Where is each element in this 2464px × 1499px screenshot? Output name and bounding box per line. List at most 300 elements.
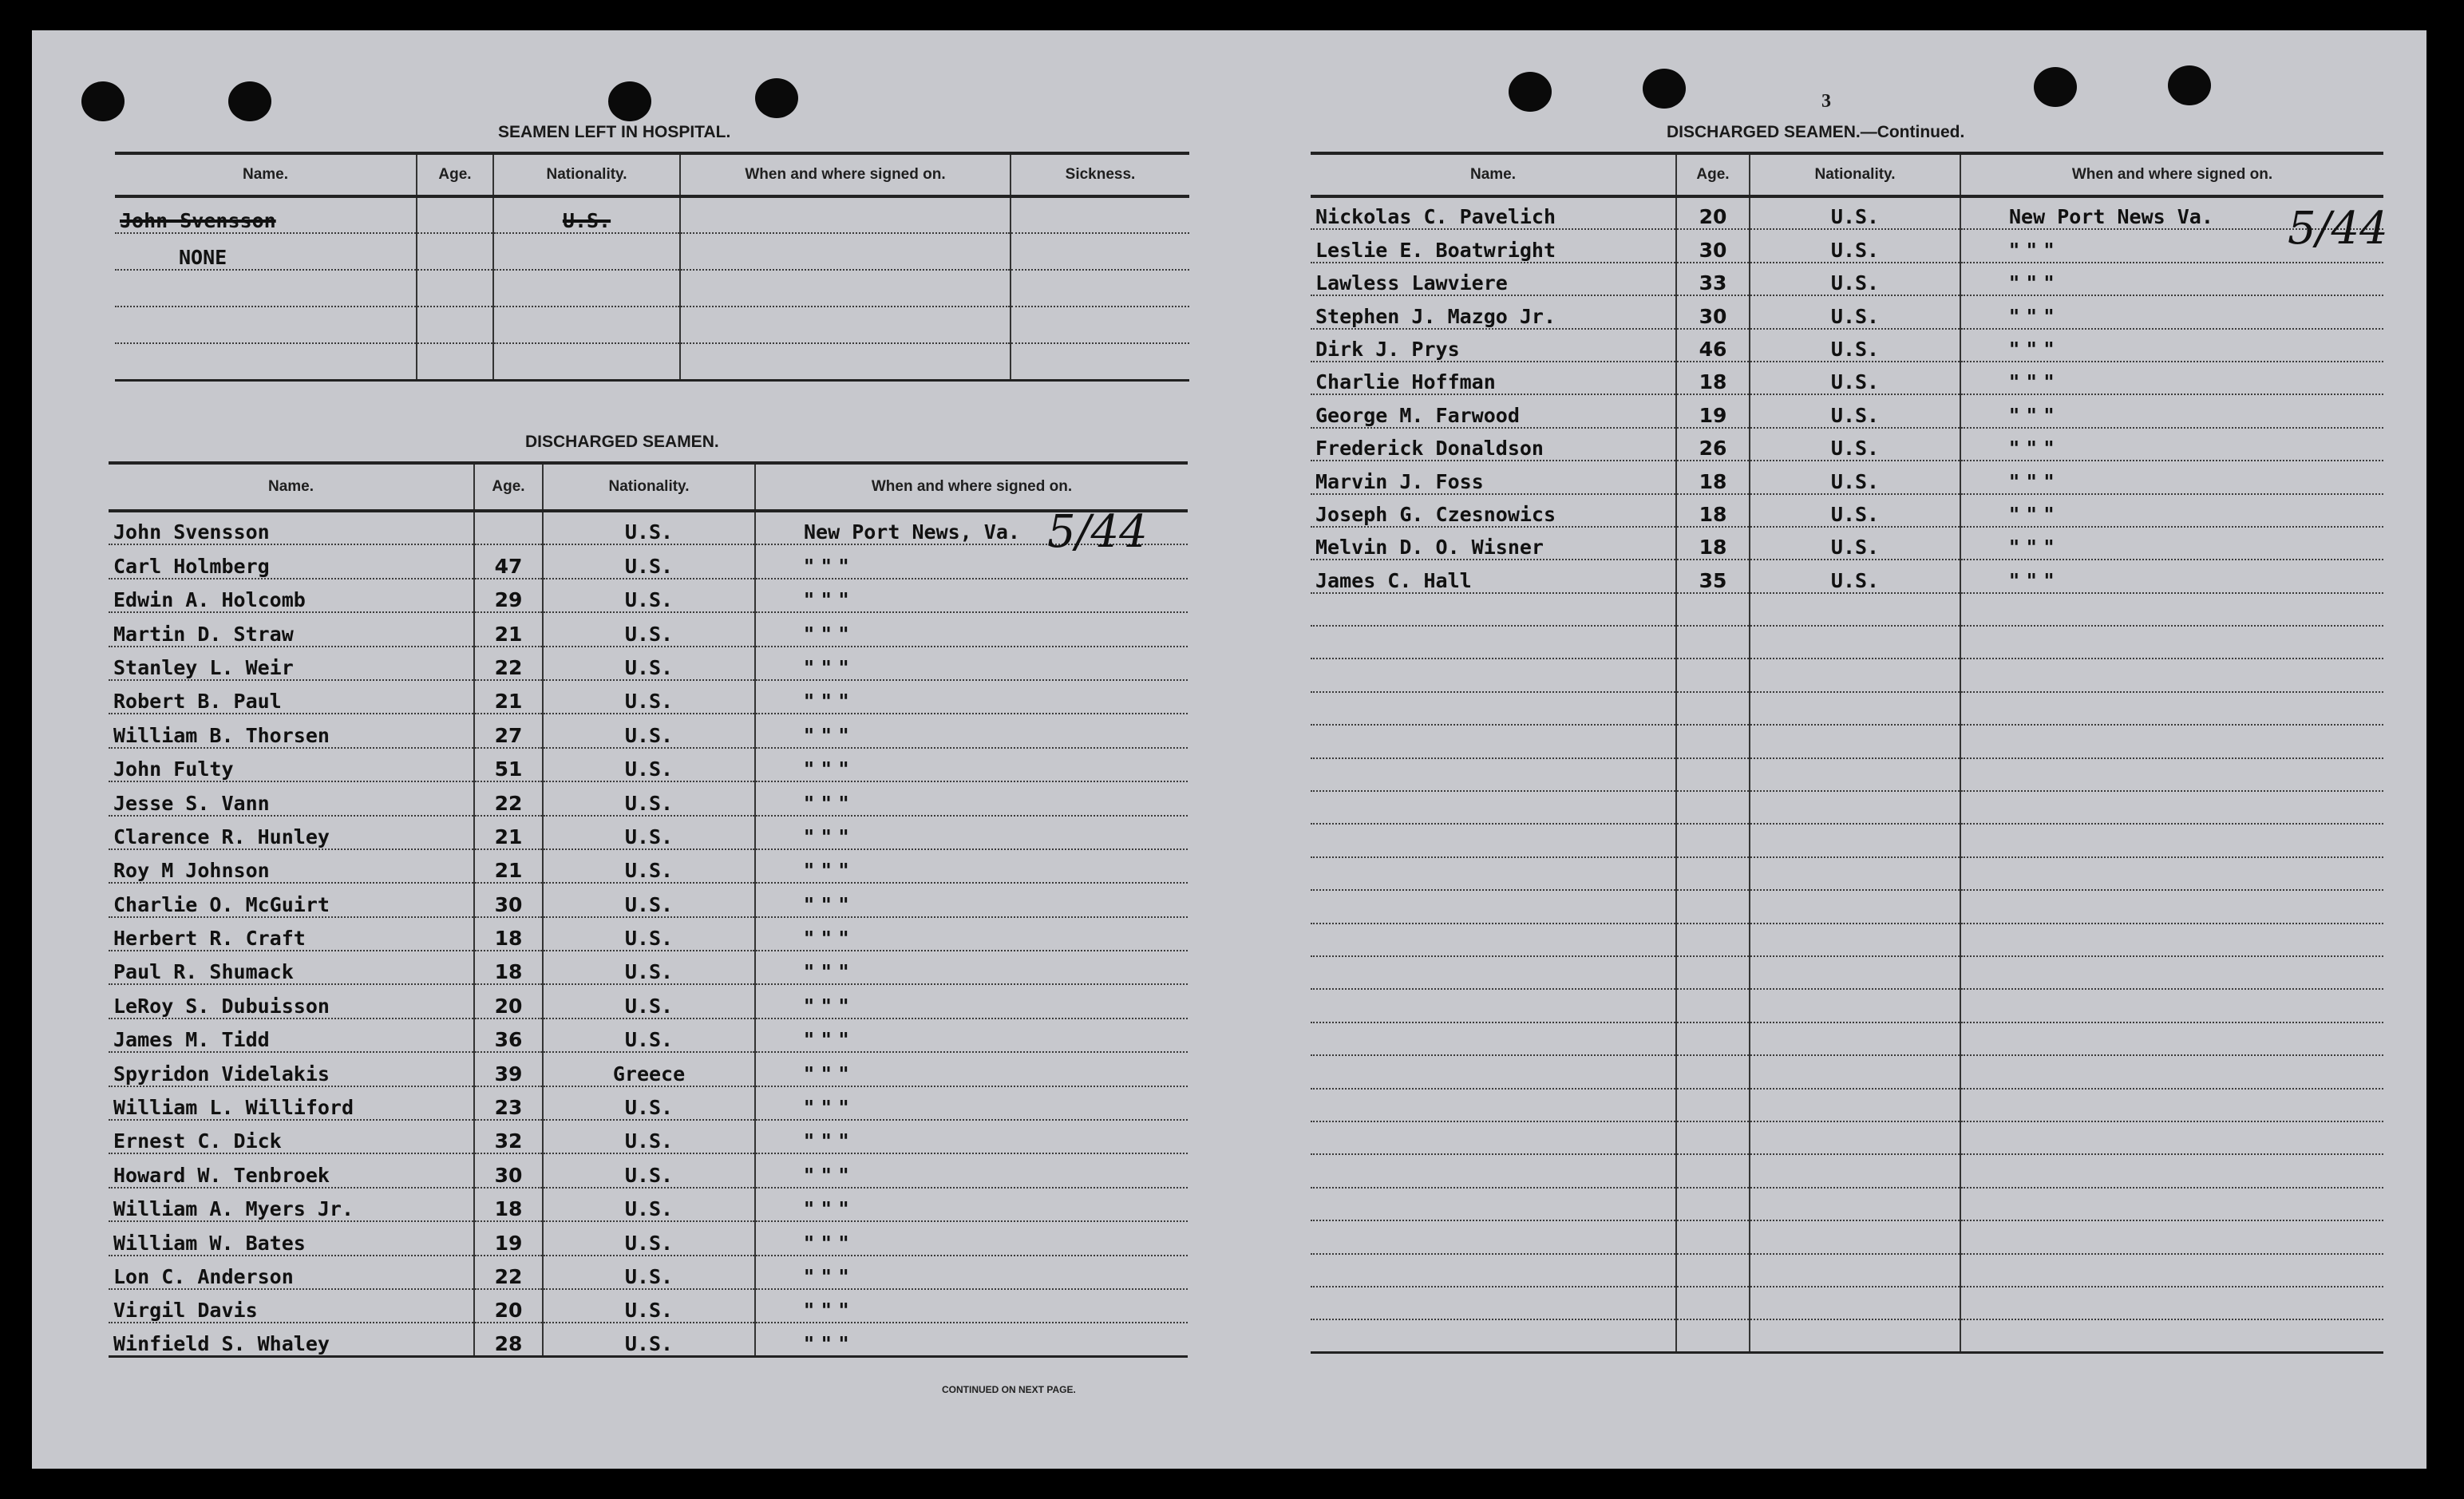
cell-age bbox=[1676, 1055, 1750, 1088]
cell-nat bbox=[1750, 1022, 1960, 1055]
cell-name: Charlie Hoffman bbox=[1311, 362, 1676, 394]
table-row bbox=[1311, 263, 2383, 295]
col-signed-on: When and where signed on. bbox=[680, 153, 1011, 196]
cell-age: 26 bbox=[1676, 428, 1750, 461]
table-row bbox=[1311, 924, 2383, 956]
cell-signed: " " " bbox=[755, 984, 1188, 1018]
punch-hole-icon bbox=[228, 81, 271, 121]
cell-nat: Greece bbox=[543, 1052, 755, 1086]
cell-signed bbox=[680, 196, 1011, 233]
cell-nat bbox=[1750, 924, 1960, 956]
handwritten-date: 5/44 bbox=[2288, 203, 2388, 255]
cell-nat: U.S. bbox=[543, 1188, 755, 1221]
cell-age bbox=[1676, 1319, 1750, 1352]
cell-signed: " " " bbox=[755, 714, 1188, 747]
cell-age: 29 bbox=[474, 579, 543, 612]
cell-signed bbox=[1960, 593, 2383, 626]
cell-age bbox=[1676, 593, 1750, 626]
cell-name: Leslie E. Boatwright bbox=[1311, 229, 1676, 262]
cell-name: Marvin J. Foss bbox=[1311, 461, 1676, 493]
table-row bbox=[109, 748, 1188, 781]
cell-signed: " " " bbox=[1960, 394, 2383, 427]
cell-age: 30 bbox=[474, 1153, 543, 1187]
cell-signed bbox=[680, 233, 1011, 270]
cell-nat: U.S. bbox=[543, 748, 755, 781]
cell-name: John Fulty bbox=[109, 748, 474, 781]
cell-age: 22 bbox=[474, 647, 543, 680]
hospital-heading: SEAMEN LEFT IN HOSPITAL. bbox=[498, 123, 731, 141]
cell-name bbox=[1311, 791, 1676, 824]
cell-nat bbox=[1750, 659, 1960, 691]
cell-age bbox=[417, 196, 493, 233]
cell-signed: New Port News, Va. bbox=[755, 511, 1188, 544]
table-row bbox=[1311, 956, 2383, 989]
cell-signed bbox=[1960, 857, 2383, 890]
discharged-heading: DISCHARGED SEAMEN. bbox=[525, 433, 719, 451]
cell-name: Frederick Donaldson bbox=[1311, 428, 1676, 461]
cell-age bbox=[417, 233, 493, 270]
col-name: Name. bbox=[115, 153, 417, 196]
cell-nat bbox=[1750, 725, 1960, 757]
cell-signed bbox=[1960, 1319, 2383, 1352]
cell-signed bbox=[680, 343, 1011, 380]
cell-nat bbox=[1750, 857, 1960, 890]
cell-nat bbox=[1750, 1287, 1960, 1319]
cell-age: 47 bbox=[474, 544, 543, 578]
table-row bbox=[1311, 758, 2383, 791]
table-row bbox=[1311, 1121, 2383, 1154]
punch-hole-icon bbox=[1643, 69, 1686, 109]
cell-name: Paul R. Shumack bbox=[109, 951, 474, 984]
cell-age: 20 bbox=[474, 1289, 543, 1323]
punch-hole-icon bbox=[755, 78, 798, 118]
cell-signed bbox=[1960, 1154, 2383, 1187]
table-row bbox=[1311, 461, 2383, 493]
cell-signed bbox=[1960, 1188, 2383, 1220]
cell-name: Jesse S. Vann bbox=[109, 781, 474, 815]
continued-heading: DISCHARGED SEAMEN.—Continued. bbox=[1667, 123, 1965, 141]
cell-name bbox=[1311, 1055, 1676, 1088]
cell-signed: " " " bbox=[755, 883, 1188, 916]
cell-sickness bbox=[1011, 233, 1189, 270]
cell-age: 18 bbox=[1676, 494, 1750, 527]
cell-signed bbox=[1960, 1287, 2383, 1319]
cell-nat bbox=[493, 233, 680, 270]
table-row bbox=[109, 1289, 1188, 1323]
cell-nat: U.S. bbox=[543, 917, 755, 951]
cell-age bbox=[1676, 659, 1750, 691]
table-row bbox=[115, 270, 1189, 307]
cell-age: 20 bbox=[474, 984, 543, 1018]
cell-age bbox=[1676, 1022, 1750, 1055]
cell-signed bbox=[1960, 659, 2383, 691]
cell-signed: " " " bbox=[755, 816, 1188, 849]
punch-hole-icon bbox=[608, 81, 651, 121]
cell-name: Joseph G. Czesnowics bbox=[1311, 494, 1676, 527]
cell-age bbox=[1676, 1287, 1750, 1319]
cell-name: Lawless Lawviere bbox=[1311, 263, 1676, 295]
cell-nat: U.S. bbox=[1750, 461, 1960, 493]
cell-age: 35 bbox=[1676, 560, 1750, 592]
cell-name bbox=[1311, 1287, 1676, 1319]
cell-signed bbox=[1960, 758, 2383, 791]
cell-signed: " " " bbox=[755, 1256, 1188, 1289]
table-row bbox=[1311, 394, 2383, 427]
cell-signed: " " " bbox=[755, 1018, 1188, 1052]
cell-age: 28 bbox=[474, 1323, 543, 1356]
cell-signed: " " " bbox=[1960, 295, 2383, 328]
cell-name bbox=[1311, 1188, 1676, 1220]
cell-age bbox=[1676, 989, 1750, 1022]
cell-age: 18 bbox=[1676, 461, 1750, 493]
cell-age: 19 bbox=[474, 1221, 543, 1255]
table-row bbox=[1311, 1055, 2383, 1088]
cell-signed: " " " bbox=[755, 1323, 1188, 1356]
table-row bbox=[109, 1153, 1188, 1187]
cell-signed: " " " bbox=[755, 1052, 1188, 1086]
cell-age bbox=[1676, 692, 1750, 725]
col-age: Age. bbox=[417, 153, 493, 196]
cell-signed: " " " bbox=[755, 1086, 1188, 1120]
col-sickness: Sickness. bbox=[1011, 153, 1189, 196]
cell-nat bbox=[1750, 1055, 1960, 1088]
cell-signed bbox=[680, 270, 1011, 307]
cell-nat: U.S. bbox=[1750, 196, 1960, 229]
cell-name bbox=[1311, 857, 1676, 890]
cell-nat bbox=[1750, 890, 1960, 923]
table-row bbox=[109, 1086, 1188, 1120]
table-row bbox=[1311, 626, 2383, 659]
cell-nat bbox=[1750, 1254, 1960, 1287]
cell-nat: U.S. bbox=[1750, 229, 1960, 262]
table-row bbox=[1311, 1022, 2383, 1055]
cell-age: 21 bbox=[474, 612, 543, 646]
punch-hole-icon bbox=[2034, 67, 2077, 107]
cell-age: 21 bbox=[474, 816, 543, 849]
cell-age: 20 bbox=[1676, 196, 1750, 229]
cell-name: Stanley L. Weir bbox=[109, 647, 474, 680]
cell-name: Carl Holmberg bbox=[109, 544, 474, 578]
cell-name: Dirk J. Prys bbox=[1311, 329, 1676, 362]
cell-nat: U.S. bbox=[543, 951, 755, 984]
cell-signed bbox=[1960, 1055, 2383, 1088]
cell-signed: " " " bbox=[755, 1188, 1188, 1221]
table-row bbox=[1311, 725, 2383, 757]
cell-age bbox=[1676, 725, 1750, 757]
cell-nat bbox=[493, 270, 680, 307]
table-row bbox=[1311, 989, 2383, 1022]
cell-signed: " " " bbox=[1960, 329, 2383, 362]
table-row bbox=[109, 1052, 1188, 1086]
cell-signed bbox=[1960, 956, 2383, 989]
cell-signed bbox=[1960, 1220, 2383, 1253]
cell-nat: U.S. bbox=[543, 984, 755, 1018]
cell-nat: U.S. bbox=[543, 1086, 755, 1120]
cell-nat: U.S. bbox=[1750, 527, 1960, 560]
cell-age: 27 bbox=[474, 714, 543, 747]
table-row bbox=[1311, 791, 2383, 824]
cell-name bbox=[1311, 725, 1676, 757]
table-row bbox=[109, 1120, 1188, 1153]
cell-age bbox=[1676, 1121, 1750, 1154]
cell-nat: U.S. bbox=[543, 1018, 755, 1052]
cell-name: Edwin A. Holcomb bbox=[109, 579, 474, 612]
cell-age bbox=[417, 343, 493, 380]
cell-nat: U.S. bbox=[1750, 494, 1960, 527]
cell-age: 22 bbox=[474, 1256, 543, 1289]
cell-nat bbox=[1750, 791, 1960, 824]
cell-name bbox=[115, 343, 417, 380]
cell-age bbox=[1676, 1254, 1750, 1287]
discharged-table bbox=[109, 461, 1188, 1358]
table-row bbox=[109, 1221, 1188, 1255]
cell-name: William W. Bates bbox=[109, 1221, 474, 1255]
table-row bbox=[1311, 692, 2383, 725]
cell-age: 30 bbox=[474, 883, 543, 916]
cell-sickness bbox=[1011, 196, 1189, 233]
cell-nat: U.S. bbox=[543, 1221, 755, 1255]
col-age: Age. bbox=[474, 463, 543, 511]
table-row bbox=[109, 781, 1188, 815]
cell-name: Roy M Johnson bbox=[109, 849, 474, 883]
cell-name: Ernest C. Dick bbox=[109, 1120, 474, 1153]
cell-nat: U.S. bbox=[1750, 263, 1960, 295]
cell-name bbox=[1311, 989, 1676, 1022]
cell-nat bbox=[1750, 1319, 1960, 1352]
cell-signed: " " " bbox=[755, 612, 1188, 646]
table-row bbox=[1311, 857, 2383, 890]
table-row bbox=[1311, 1188, 2383, 1220]
cell-age bbox=[1676, 1188, 1750, 1220]
cell-nat bbox=[1750, 1089, 1960, 1121]
cell-name: Robert B. Paul bbox=[109, 680, 474, 714]
cell-name: William A. Myers Jr. bbox=[109, 1188, 474, 1221]
table-row bbox=[109, 1018, 1188, 1052]
cell-signed: " " " bbox=[755, 951, 1188, 984]
table-row bbox=[109, 680, 1188, 714]
cell-nat: U.S. bbox=[543, 612, 755, 646]
table-row bbox=[115, 307, 1189, 343]
table-row bbox=[109, 714, 1188, 747]
cell-name: LeRoy S. Dubuisson bbox=[109, 984, 474, 1018]
cell-age: 21 bbox=[474, 680, 543, 714]
cell-nat: U.S. bbox=[1750, 329, 1960, 362]
cell-nat bbox=[1750, 593, 1960, 626]
cell-name: James M. Tidd bbox=[109, 1018, 474, 1052]
cell-signed bbox=[1960, 692, 2383, 725]
table-row bbox=[109, 849, 1188, 883]
cell-nat: U.S. bbox=[543, 849, 755, 883]
cell-nat: U.S. bbox=[543, 781, 755, 815]
cell-nat bbox=[1750, 956, 1960, 989]
cell-name bbox=[1311, 824, 1676, 856]
cell-signed: " " " bbox=[755, 1289, 1188, 1323]
cell-signed: " " " bbox=[755, 579, 1188, 612]
cell-name: William L. Williford bbox=[109, 1086, 474, 1120]
cell-age: 21 bbox=[474, 849, 543, 883]
table-row bbox=[109, 1188, 1188, 1221]
cell-name: George M. Farwood bbox=[1311, 394, 1676, 427]
cell-signed: " " " bbox=[1960, 527, 2383, 560]
cell-nat: U.S. bbox=[543, 1323, 755, 1356]
hospital-table bbox=[115, 152, 1189, 382]
cell-age bbox=[1676, 758, 1750, 791]
cell-age: 36 bbox=[474, 1018, 543, 1052]
table-row bbox=[1311, 659, 2383, 691]
cell-nat: U.S. bbox=[543, 579, 755, 612]
table-row bbox=[115, 196, 1189, 233]
cell-age bbox=[1676, 890, 1750, 923]
cell-name: Charlie O. McGuirt bbox=[109, 883, 474, 916]
cell-name bbox=[1311, 692, 1676, 725]
cell-name: Nickolas C. Pavelich bbox=[1311, 196, 1676, 229]
table-row bbox=[1311, 1220, 2383, 1253]
table-row bbox=[109, 816, 1188, 849]
cell-nat: U.S. bbox=[1750, 362, 1960, 394]
cell-nat bbox=[1750, 1188, 1960, 1220]
cell-signed bbox=[1960, 1022, 2383, 1055]
table-row bbox=[1311, 527, 2383, 560]
cell-name bbox=[1311, 1319, 1676, 1352]
table-row bbox=[1311, 560, 2383, 592]
cell-name: John Svensson bbox=[109, 511, 474, 544]
cell-nat: U.S. bbox=[543, 511, 755, 544]
page-number: 3 bbox=[1821, 91, 1831, 112]
cell-nat bbox=[1750, 1121, 1960, 1154]
table-row bbox=[1311, 593, 2383, 626]
cell-signed: " " " bbox=[755, 680, 1188, 714]
table-row bbox=[1311, 494, 2383, 527]
cell-name bbox=[1311, 659, 1676, 691]
cell-signed bbox=[1960, 725, 2383, 757]
cell-age bbox=[1676, 1220, 1750, 1253]
cell-nat: U.S. bbox=[543, 883, 755, 916]
cell-age: 22 bbox=[474, 781, 543, 815]
col-name: Name. bbox=[109, 463, 474, 511]
cell-name bbox=[1311, 758, 1676, 791]
cell-signed bbox=[1960, 626, 2383, 659]
cell-age: 39 bbox=[474, 1052, 543, 1086]
cell-nat bbox=[1750, 1220, 1960, 1253]
table-row bbox=[1311, 295, 2383, 328]
cell-age: 30 bbox=[1676, 229, 1750, 262]
cell-nat: U.S. bbox=[543, 714, 755, 747]
cell-name: Herbert R. Craft bbox=[109, 917, 474, 951]
cell-name bbox=[1311, 924, 1676, 956]
cell-nat: U.S. bbox=[543, 1120, 755, 1153]
cell-age bbox=[1676, 1154, 1750, 1187]
cell-nat bbox=[1750, 626, 1960, 659]
cell-signed: " " " bbox=[755, 1153, 1188, 1187]
table-row bbox=[109, 612, 1188, 646]
cell-name: Howard W. Tenbroek bbox=[109, 1153, 474, 1187]
table-row bbox=[1311, 1319, 2383, 1352]
table-row bbox=[1311, 329, 2383, 362]
cell-name: John Svensson bbox=[115, 196, 417, 233]
cell-name: Virgil Davis bbox=[109, 1289, 474, 1323]
cell-name: James C. Hall bbox=[1311, 560, 1676, 592]
punch-hole-icon bbox=[1509, 72, 1552, 112]
cell-signed: " " " bbox=[1960, 263, 2383, 295]
cell-signed: " " " bbox=[1960, 494, 2383, 527]
table-row bbox=[109, 544, 1188, 578]
cell-name: Clarence R. Hunley bbox=[109, 816, 474, 849]
cell-age bbox=[1676, 857, 1750, 890]
cell-signed bbox=[680, 307, 1011, 343]
table-row bbox=[1311, 824, 2383, 856]
cell-nat: U.S. bbox=[543, 816, 755, 849]
cell-age bbox=[417, 307, 493, 343]
table-row bbox=[109, 951, 1188, 984]
cell-age bbox=[474, 511, 543, 544]
cell-signed bbox=[1960, 1254, 2383, 1287]
table-row bbox=[109, 883, 1188, 916]
cell-age: 18 bbox=[474, 951, 543, 984]
cell-age bbox=[417, 270, 493, 307]
col-name: Name. bbox=[1311, 153, 1676, 196]
cell-nat bbox=[1750, 824, 1960, 856]
cell-signed bbox=[1960, 1089, 2383, 1121]
cell-signed: New Port News Va. bbox=[1960, 196, 2383, 229]
table-row bbox=[1311, 229, 2383, 262]
cell-nat: U.S. bbox=[543, 680, 755, 714]
cell-nat bbox=[1750, 1154, 1960, 1187]
cell-age: 18 bbox=[1676, 362, 1750, 394]
cell-age: 46 bbox=[1676, 329, 1750, 362]
handwritten-date: 5/44 bbox=[1047, 506, 1148, 558]
col-nationality: Nationality. bbox=[493, 153, 680, 196]
cell-name bbox=[1311, 890, 1676, 923]
cell-name bbox=[1311, 1220, 1676, 1253]
cell-nat: U.S. bbox=[493, 196, 680, 233]
cell-signed bbox=[1960, 1121, 2383, 1154]
cell-nat bbox=[1750, 758, 1960, 791]
cell-name bbox=[1311, 1121, 1676, 1154]
table-row bbox=[109, 917, 1188, 951]
cell-sickness bbox=[1011, 343, 1189, 380]
cell-age: 33 bbox=[1676, 263, 1750, 295]
cell-name: Spyridon Videlakis bbox=[109, 1052, 474, 1086]
cell-nat: U.S. bbox=[543, 1153, 755, 1187]
table-row bbox=[1311, 1254, 2383, 1287]
cell-name bbox=[1311, 1154, 1676, 1187]
cell-age bbox=[1676, 924, 1750, 956]
cell-name bbox=[1311, 1089, 1676, 1121]
cell-name: Stephen J. Mazgo Jr. bbox=[1311, 295, 1676, 328]
cell-signed: " " " bbox=[755, 647, 1188, 680]
table-row bbox=[1311, 1154, 2383, 1187]
cell-sickness bbox=[1011, 307, 1189, 343]
cell-nat: U.S. bbox=[543, 1289, 755, 1323]
cell-signed: " " " bbox=[755, 781, 1188, 815]
cell-nat: U.S. bbox=[1750, 560, 1960, 592]
table-row bbox=[1311, 1287, 2383, 1319]
cell-name bbox=[1311, 626, 1676, 659]
cell-age: 23 bbox=[474, 1086, 543, 1120]
cell-name bbox=[1311, 1254, 1676, 1287]
cell-name: Martin D. Straw bbox=[109, 612, 474, 646]
cell-nat bbox=[493, 307, 680, 343]
cell-age: 18 bbox=[474, 1188, 543, 1221]
cell-name: Lon C. Anderson bbox=[109, 1256, 474, 1289]
cell-age: 18 bbox=[474, 917, 543, 951]
table-row bbox=[109, 511, 1188, 544]
cell-age: 18 bbox=[1676, 527, 1750, 560]
cell-signed bbox=[1960, 924, 2383, 956]
cell-signed bbox=[1960, 989, 2383, 1022]
cell-signed bbox=[1960, 824, 2383, 856]
table-row bbox=[109, 984, 1188, 1018]
